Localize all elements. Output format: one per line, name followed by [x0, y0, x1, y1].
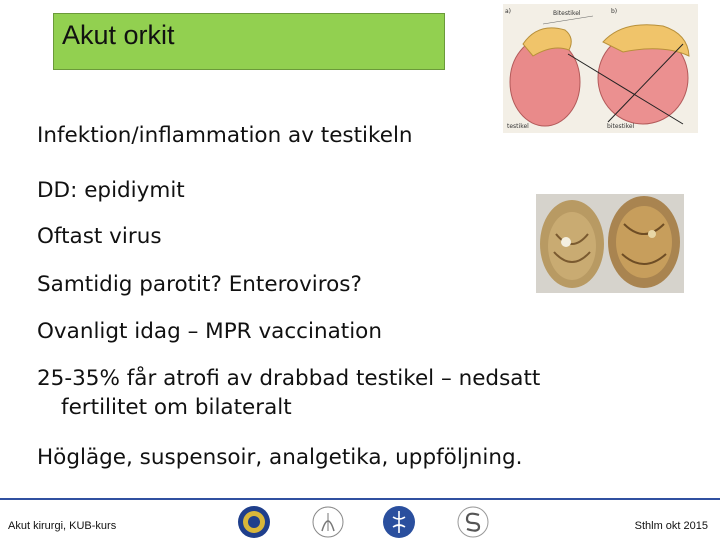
- bullet-item-continuation: fertilitet om bilateralt: [61, 395, 292, 420]
- bullet-item: 25-35% får atrofi av drabbad testikel – nedsatt: [37, 366, 541, 391]
- crest-logo-icon: [236, 505, 272, 539]
- footer-course-label: Akut kirurgi, KUB-kurs: [8, 520, 117, 532]
- bullet-item: Infektion/inflammation av testikeln: [37, 123, 413, 148]
- medical-logo-icon: [381, 505, 417, 539]
- bullet-item: DD: epidiymit: [37, 178, 185, 203]
- specimen-photo-image: [536, 194, 684, 293]
- bullet-item: Samtidig parotit? Enteroviros?: [37, 272, 362, 297]
- slide-title-box: [53, 13, 445, 70]
- diagram-label-top: Bitestikel: [553, 10, 581, 17]
- bullet-item: Ovanligt idag – MPR vaccination: [37, 319, 382, 344]
- diagram-label-right: bitestikel: [607, 123, 635, 130]
- footer-date-label: Sthlm okt 2015: [634, 520, 708, 532]
- diagram-label-b: b): [611, 8, 618, 15]
- footer-divider: [0, 498, 720, 500]
- s-logo-icon: [455, 505, 491, 539]
- diagram-label-left: testikel: [507, 123, 529, 130]
- bullet-item: Oftast virus: [37, 224, 162, 249]
- diagram-label-a: a): [505, 8, 512, 15]
- bullet-item: Högläge, suspensoir, analgetika, uppföljning.: [37, 445, 523, 470]
- slide-title: Akut orkit: [62, 20, 175, 50]
- leaf-logo-icon: [310, 505, 346, 539]
- orchitis-diagram-image: [503, 4, 698, 133]
